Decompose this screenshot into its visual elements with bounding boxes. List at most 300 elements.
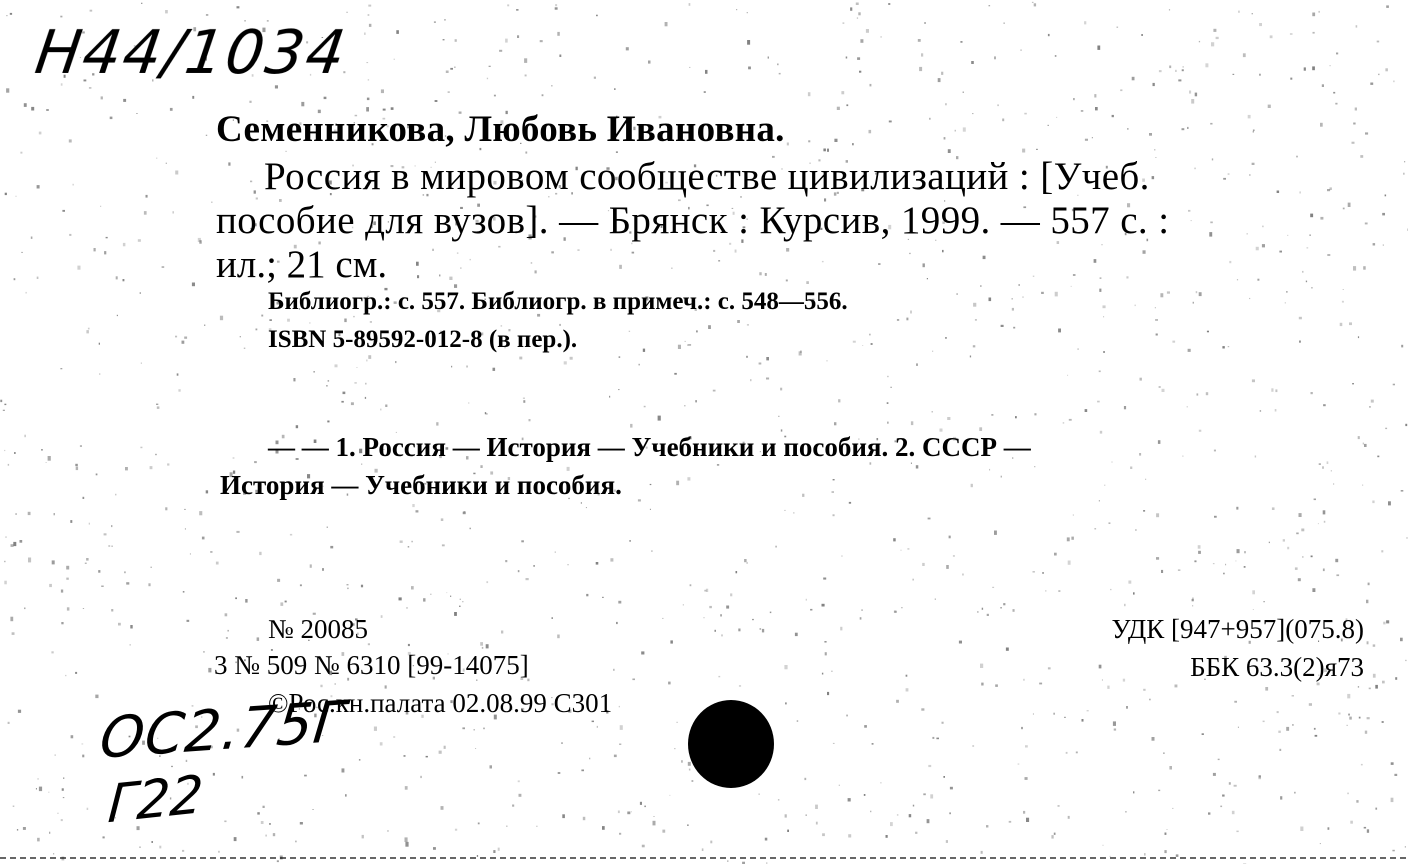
speck [1034, 466, 1035, 467]
speck [1312, 13, 1315, 17]
speck [1285, 302, 1286, 303]
speck [638, 499, 641, 501]
speck [738, 629, 740, 632]
speck [417, 275, 419, 278]
speck [953, 555, 955, 556]
speck [843, 22, 845, 24]
speck [1235, 561, 1236, 562]
speck [1234, 785, 1237, 787]
speck [650, 484, 652, 485]
speck [619, 265, 622, 269]
speck [777, 64, 778, 66]
speck [1067, 375, 1068, 376]
speck [581, 770, 584, 772]
speck [1237, 280, 1238, 281]
speck [364, 33, 366, 35]
speck [1026, 818, 1029, 822]
speck [3, 410, 5, 411]
speck [1063, 422, 1065, 424]
speck [182, 341, 185, 344]
speck [125, 467, 128, 470]
speck [1024, 113, 1027, 115]
speck [263, 806, 265, 808]
speck [228, 162, 230, 165]
speck [1311, 392, 1313, 394]
speck [155, 454, 157, 455]
speck [1307, 247, 1309, 248]
speck [140, 447, 142, 449]
speck [1312, 66, 1315, 70]
isbn-note: ISBN 5-89592-012-8 (в пер.). [268, 326, 578, 353]
speck [1260, 410, 1261, 412]
speck [1229, 261, 1231, 263]
speck [1343, 289, 1344, 290]
speck [1263, 601, 1264, 602]
speck [365, 397, 366, 399]
speck [1233, 74, 1235, 75]
speck [894, 611, 896, 613]
speck [1287, 547, 1289, 550]
speck [887, 402, 889, 404]
speck [518, 780, 520, 782]
speck [1161, 570, 1163, 573]
speck [1294, 792, 1295, 794]
speck [70, 520, 72, 523]
speck [1295, 567, 1298, 570]
speck [825, 652, 827, 655]
speck [857, 57, 860, 60]
speck [1055, 292, 1058, 297]
speck [1359, 717, 1361, 719]
punch-hole [688, 700, 774, 788]
speck [1275, 409, 1277, 412]
speck [972, 745, 974, 747]
speck [1377, 456, 1379, 458]
speck [1139, 453, 1141, 456]
speck [1064, 717, 1066, 718]
speck [827, 692, 829, 695]
speck [1299, 341, 1301, 343]
speck [804, 778, 806, 780]
speck [182, 850, 184, 852]
speck [1271, 388, 1273, 392]
speck [170, 108, 173, 111]
speck [618, 389, 620, 390]
speck [1286, 291, 1288, 293]
speck [631, 811, 632, 812]
speck [1296, 156, 1298, 158]
speck [642, 845, 645, 848]
speck [1084, 21, 1086, 24]
speck [1095, 107, 1098, 110]
speck [1400, 638, 1403, 642]
speck [1268, 105, 1271, 108]
speck [1002, 119, 1004, 122]
speck [240, 336, 241, 337]
speck [66, 566, 69, 570]
speck [1214, 450, 1216, 452]
speck [597, 726, 598, 728]
speck [1003, 22, 1005, 24]
speck [344, 319, 346, 323]
speck [1182, 456, 1183, 457]
speck [555, 551, 556, 553]
speck [326, 385, 328, 386]
speck [111, 609, 113, 612]
speck [955, 130, 956, 132]
speck [4, 404, 6, 405]
speck [718, 676, 720, 677]
speck [806, 281, 809, 284]
speck [1013, 609, 1015, 612]
speck [1071, 286, 1072, 287]
speck [1003, 603, 1005, 605]
speck [561, 742, 562, 744]
speck [1199, 292, 1202, 296]
speck [53, 853, 54, 854]
speck [551, 251, 554, 253]
speck [1211, 42, 1214, 46]
speck [669, 795, 670, 796]
speck [1220, 806, 1222, 808]
speck [1262, 244, 1265, 247]
speck [313, 371, 315, 372]
speck [1290, 33, 1293, 35]
speck [614, 755, 617, 758]
speck [1112, 115, 1114, 117]
speck [1051, 835, 1053, 839]
speck [618, 811, 620, 814]
speck [894, 611, 897, 613]
speck [945, 103, 946, 105]
speck [705, 70, 708, 74]
speck [981, 683, 983, 686]
speck [1372, 501, 1374, 504]
speck [1155, 319, 1158, 321]
speck [1191, 99, 1194, 104]
speck [1358, 436, 1360, 439]
speck [370, 321, 372, 323]
speck [1312, 588, 1315, 592]
speck [689, 3, 691, 6]
speck [1382, 681, 1385, 684]
speck [412, 541, 413, 543]
speck [366, 360, 367, 362]
speck [165, 10, 168, 13]
speck [96, 474, 98, 476]
speck [846, 104, 848, 106]
speck [20, 152, 22, 154]
speck [696, 330, 698, 332]
speck [347, 588, 349, 590]
speck [1025, 777, 1028, 780]
speck [466, 366, 468, 368]
speck [487, 78, 488, 80]
speck [280, 856, 283, 860]
speck [927, 819, 930, 823]
speck [869, 334, 870, 336]
speck [80, 445, 82, 447]
speck [1097, 401, 1100, 403]
speck [1094, 259, 1097, 263]
speck [888, 3, 890, 5]
speck [822, 673, 823, 675]
speck [816, 822, 818, 825]
speck [797, 720, 799, 722]
speck [1202, 733, 1204, 735]
speck [489, 66, 491, 67]
speck [1032, 2, 1034, 3]
speck [1194, 560, 1196, 562]
speck [76, 467, 78, 471]
speck [141, 3, 142, 4]
speck [1178, 569, 1181, 571]
speck [1350, 821, 1353, 824]
speck [1252, 590, 1255, 594]
speck [123, 279, 125, 281]
speck [1333, 484, 1334, 485]
speck [681, 760, 683, 763]
speck [1182, 66, 1184, 67]
speck [1318, 11, 1320, 13]
speck [717, 464, 719, 465]
speck [213, 773, 215, 776]
speck [1192, 598, 1193, 600]
speck [130, 644, 131, 646]
speck [54, 513, 56, 515]
speck [285, 601, 287, 603]
speck [94, 248, 96, 251]
speck [963, 92, 964, 94]
speck [115, 494, 116, 496]
speck [446, 71, 449, 74]
speck [570, 357, 573, 360]
speck [1377, 41, 1380, 43]
speck [1068, 816, 1070, 819]
speck [889, 121, 892, 123]
speck [838, 399, 840, 402]
speck [1253, 131, 1254, 132]
speck [676, 481, 679, 486]
speck [470, 528, 471, 530]
speck [980, 664, 983, 668]
speck [69, 139, 72, 142]
speck [1199, 41, 1200, 42]
speck [404, 755, 406, 757]
speck [852, 143, 854, 145]
speck [676, 722, 677, 723]
speck [86, 558, 89, 561]
record-numbers: 3 № 509 № 6310 [99-14075] [214, 650, 529, 680]
speck [710, 841, 712, 844]
speck [759, 363, 762, 365]
speck [1104, 485, 1105, 486]
speck [648, 61, 651, 64]
speck [444, 746, 446, 749]
speck [83, 497, 85, 499]
speck [430, 594, 431, 595]
speck [552, 617, 553, 619]
speck [971, 484, 973, 487]
speck [619, 744, 621, 746]
speck [130, 625, 132, 629]
speck [1018, 764, 1020, 765]
speck [1318, 523, 1319, 524]
speck [640, 802, 642, 805]
speck [236, 531, 239, 533]
speck [834, 422, 836, 425]
speck [778, 416, 779, 417]
speck [1279, 251, 1282, 253]
speck [766, 357, 769, 360]
record-number: № 20085 [268, 614, 369, 644]
speck [1364, 827, 1366, 829]
speck [928, 518, 931, 520]
speck [730, 593, 732, 596]
speck [524, 58, 527, 63]
speck [359, 759, 361, 761]
speck [1358, 336, 1359, 338]
speck [704, 91, 706, 93]
speck [1243, 53, 1246, 57]
speck [451, 366, 452, 368]
speck [972, 113, 973, 114]
speck [924, 22, 926, 24]
speck [1191, 220, 1192, 221]
speck [1067, 537, 1070, 541]
speck [928, 765, 931, 767]
speck [644, 806, 646, 808]
speck [1156, 513, 1159, 517]
speck [860, 39, 863, 43]
speck [1175, 70, 1176, 72]
speck [18, 710, 21, 713]
speck [907, 548, 909, 550]
speck [839, 785, 840, 786]
speck [558, 772, 561, 774]
speck [4, 581, 7, 585]
speck [616, 151, 618, 153]
speck [1066, 752, 1068, 754]
speck [493, 368, 496, 371]
speck [762, 629, 764, 633]
speck [1259, 23, 1262, 26]
speck [218, 851, 219, 853]
speck [199, 240, 201, 244]
speck [948, 149, 951, 153]
speck [519, 794, 522, 797]
speck [983, 256, 986, 259]
speck [1309, 703, 1312, 706]
speck [688, 762, 691, 766]
speck [1388, 501, 1391, 505]
speck [498, 848, 500, 851]
speck [1125, 811, 1127, 812]
speck [104, 533, 107, 535]
speck [1301, 529, 1304, 532]
speck [596, 562, 599, 565]
speck [910, 311, 912, 314]
speck [37, 277, 39, 279]
speck [426, 756, 428, 758]
speck [1356, 25, 1358, 27]
speck [1145, 479, 1146, 480]
speck [589, 758, 590, 760]
speck [799, 351, 802, 355]
speck [434, 21, 436, 23]
speck [750, 379, 752, 381]
speck [765, 838, 768, 841]
speck [280, 602, 283, 606]
speck [991, 414, 993, 416]
speck [8, 464, 9, 466]
speck [689, 769, 691, 771]
speck [24, 103, 27, 107]
speck [702, 848, 704, 851]
speck [216, 562, 219, 565]
speck [770, 612, 772, 614]
speck [1269, 542, 1270, 543]
speck [210, 551, 212, 553]
speck [474, 729, 475, 731]
speck [592, 721, 594, 723]
speck [1299, 191, 1301, 193]
speck [162, 266, 165, 268]
speck [482, 647, 484, 649]
speck [1099, 289, 1101, 292]
speck [1143, 250, 1146, 254]
speck [744, 559, 747, 562]
speck [310, 564, 312, 567]
speck [1393, 81, 1394, 83]
speck [1207, 331, 1209, 333]
speck [366, 62, 368, 63]
speck [808, 140, 810, 142]
speck [1152, 737, 1155, 741]
speck [287, 319, 290, 322]
speck [436, 422, 438, 425]
speck [106, 237, 108, 238]
speck [806, 815, 807, 816]
speck [1039, 683, 1042, 685]
speck [139, 847, 140, 848]
speck [982, 608, 983, 610]
speck [269, 319, 272, 321]
speck [1021, 49, 1022, 51]
speck [929, 118, 931, 120]
speck [785, 702, 787, 704]
speck [485, 412, 486, 414]
speck [328, 380, 330, 381]
speck [1156, 557, 1159, 560]
speck [486, 644, 489, 648]
speck [784, 510, 785, 511]
speck [61, 590, 63, 593]
speck [1340, 323, 1343, 326]
speck [1320, 123, 1323, 127]
speck [1229, 782, 1231, 785]
speck [69, 234, 71, 236]
speck [806, 599, 807, 601]
speck [1182, 69, 1184, 71]
speck [192, 283, 195, 287]
speck [758, 794, 760, 795]
speck [853, 341, 856, 343]
speck [1149, 699, 1150, 701]
speck [327, 421, 329, 423]
speck [752, 619, 754, 620]
speck [916, 465, 919, 468]
